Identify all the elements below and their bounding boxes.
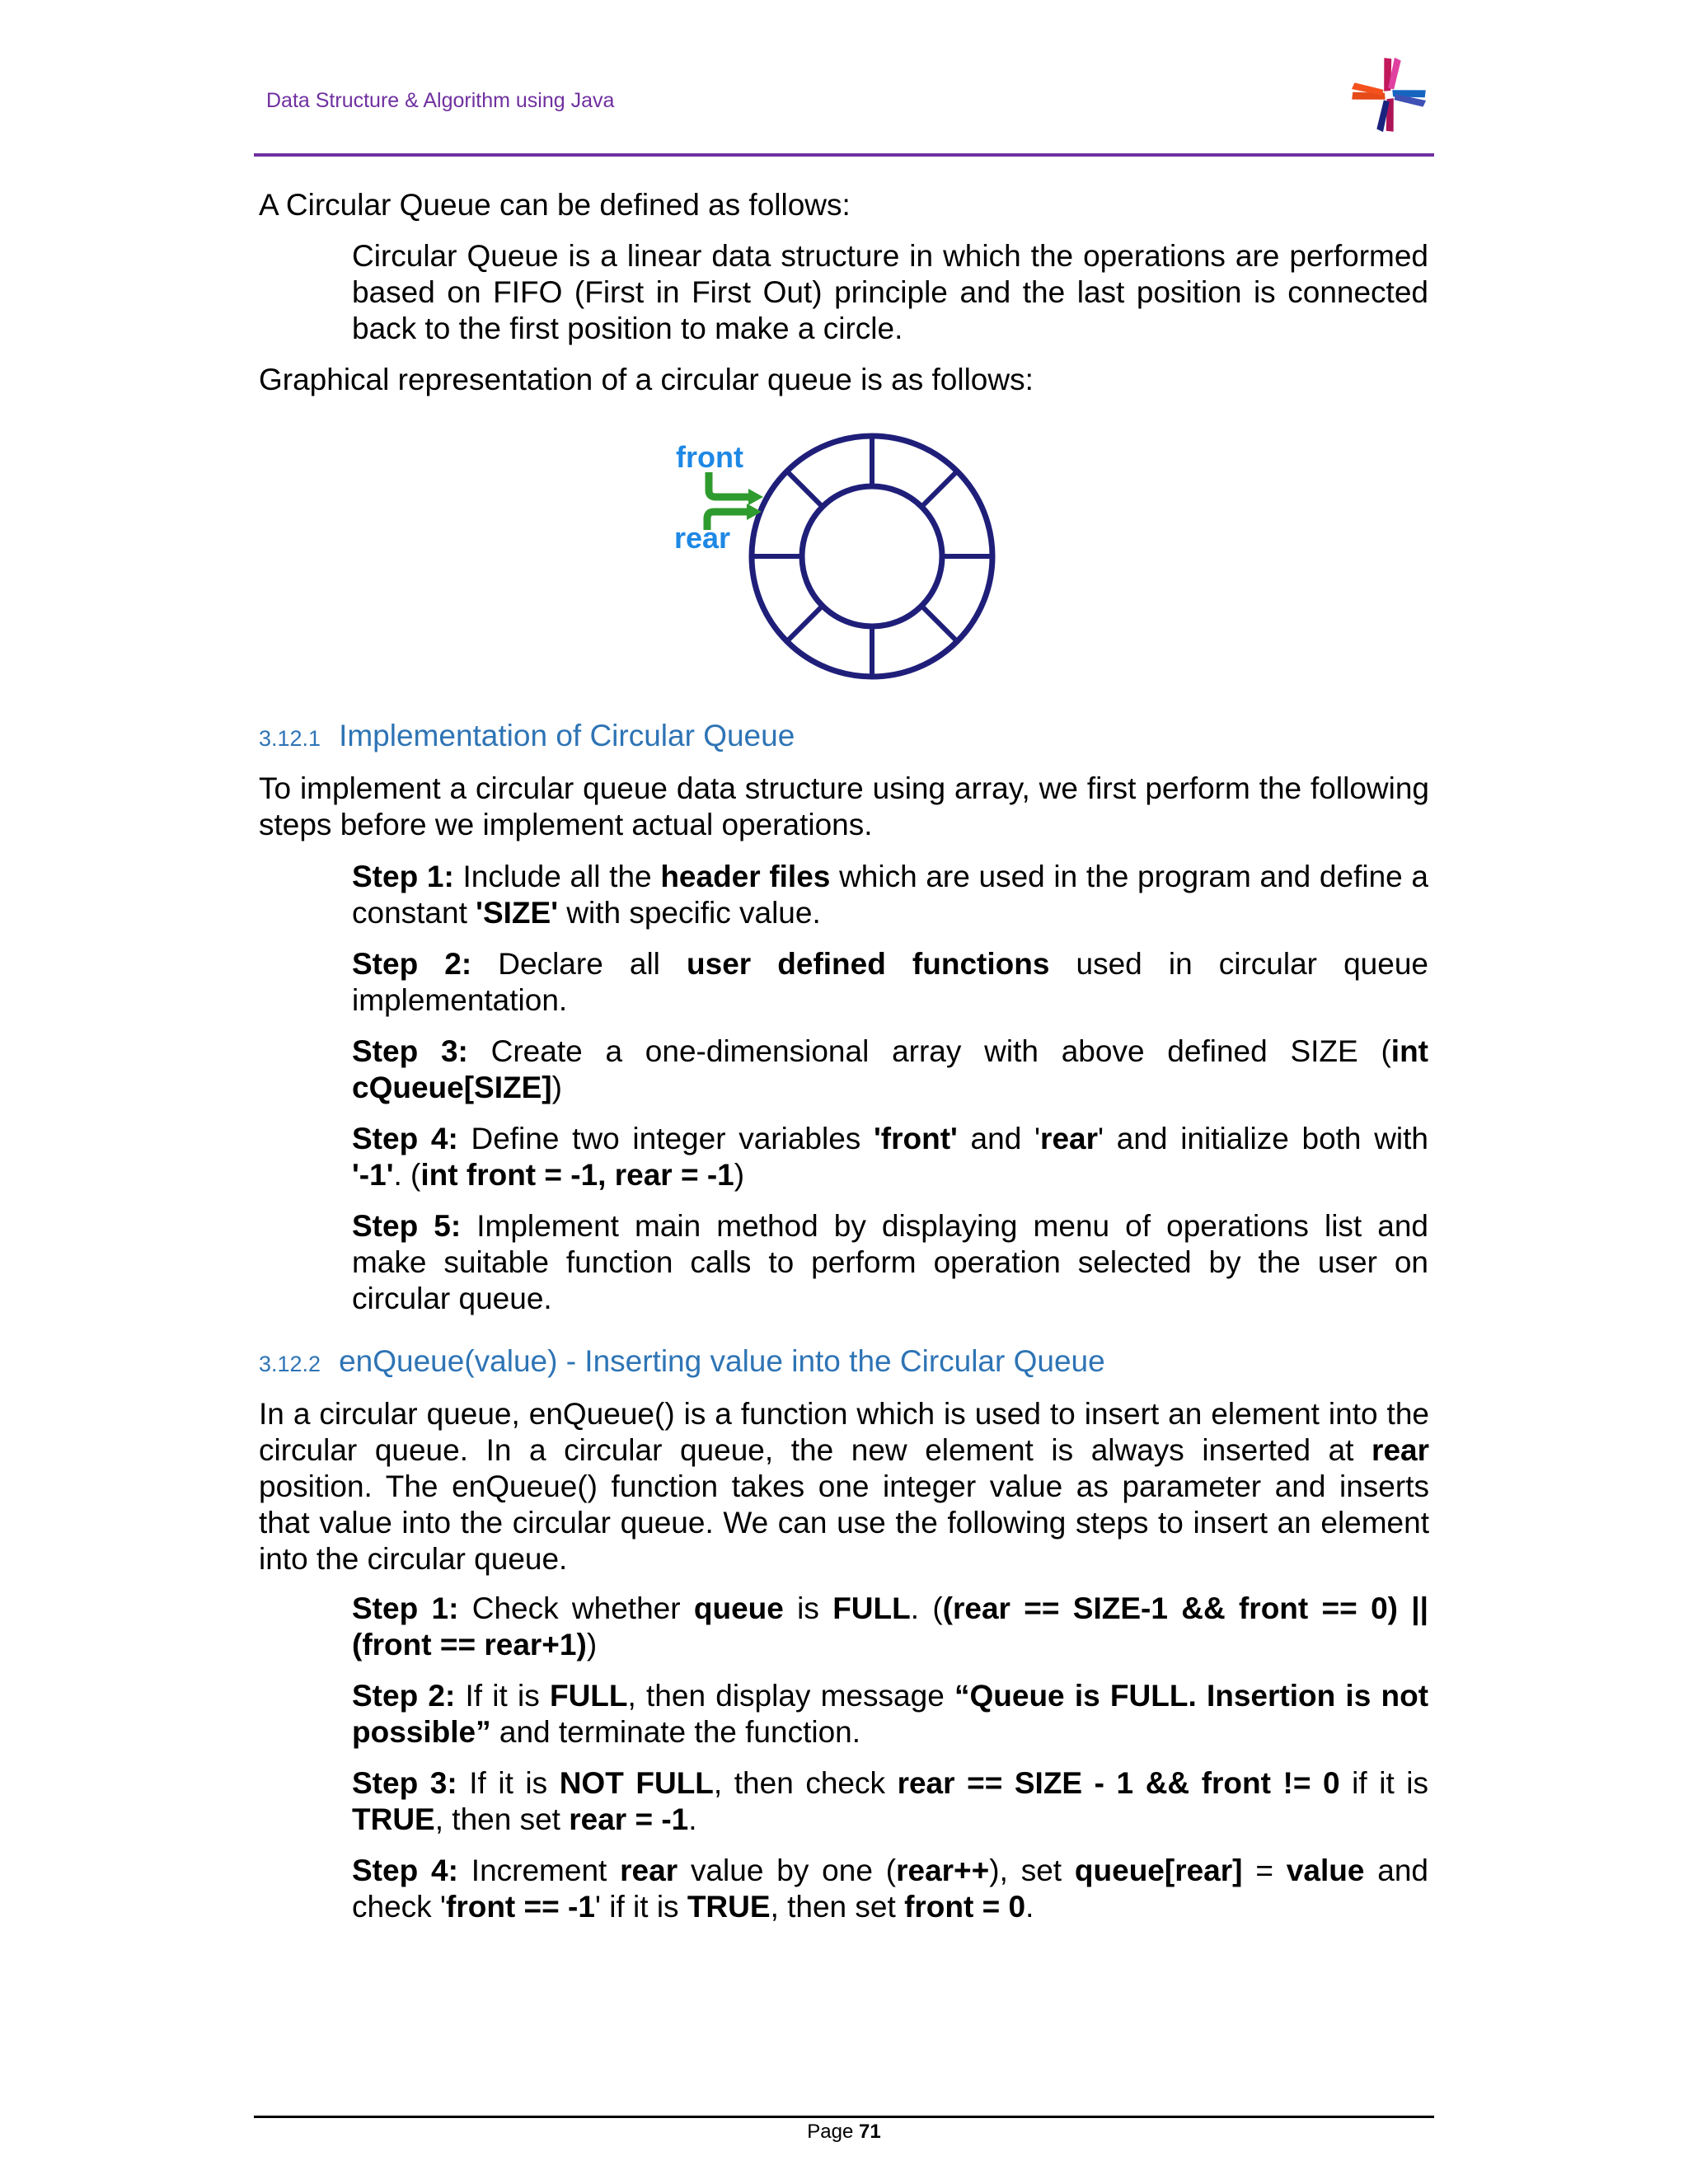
intro-lead: A Circular Queue can be defined as follows: xyxy=(259,188,851,222)
circular-queue-definition: Circular Queue is a linear data structure in which the operations are performed based on FIFO (First in First Out) principle and the last position is connected back to the first position to make a circle. xyxy=(352,239,1428,345)
section-title: Implementation of Circular Queue xyxy=(339,719,795,752)
section-heading-implementation xyxy=(259,719,795,753)
rear-label: rear xyxy=(674,521,731,555)
running-header: Data Structure & Algorithm using Java xyxy=(266,89,615,112)
enqueue-step-4: Step 4: Increment rear value by one (rear++), set queue[rear] = value and check 'front == -1' if it is TRUE, then set front = 0. xyxy=(352,1854,1429,1924)
enqueue-step-3: Step 3: If it is NOT FULL, then check rear == SIZE - 1 && front != 0 if it is TRUE, then set rear = -1. xyxy=(352,1766,1429,1836)
front-label: front xyxy=(676,440,743,474)
segment-divider xyxy=(787,471,823,507)
inner-ring xyxy=(802,486,942,626)
header-rule xyxy=(254,153,1434,157)
page-number: Page 71 xyxy=(807,2121,881,2143)
front-arrow-head xyxy=(748,489,763,505)
implementation-step-2: Step 2: Declare all user defined functions used in circular queue implementation. xyxy=(352,947,1428,1017)
implementation-step-5: Step 5: Implement main method by displaying menu of operations list and make suitable function calls to perform operation selected by the user on circular queue. xyxy=(352,1209,1428,1315)
ring-diagram xyxy=(752,436,992,677)
enqueue-step-2: Step 2: If it is FULL, then display message “Queue is FULL. Insertion is not possible” and terminate the function. xyxy=(352,1679,1429,1749)
publisher-logo-icon xyxy=(1343,51,1434,138)
front-arrow-icon xyxy=(709,472,750,497)
section-title: enQueue(value) - Inserting value into the Circular Queue xyxy=(339,1344,1105,1378)
section-number: 3.12.2 xyxy=(259,1352,321,1376)
segment-divider xyxy=(921,471,957,507)
segment-divider xyxy=(921,606,957,641)
enqueue-intro: In a circular queue, enQueue() is a function which is used to insert an element into the circular queue. In a circular queue, the new element is always inserted at rear position. The enQueue() function takes one integer value as parameter and inserts that value into the circular queue. We can use the following steps to insert an element into the circular queue. xyxy=(259,1397,1429,1576)
section-heading-enqueue xyxy=(259,1344,1105,1379)
implementation-step-4: Step 4: Define two integer variables 'front' and 'rear' and initialize both with '-1'. (int front = -1, rear = -1) xyxy=(352,1122,1429,1192)
section-number: 3.12.1 xyxy=(259,726,321,751)
implementation-step-3: Step 3: Create a one-dimensional array with above defined SIZE (int cQueue[SIZE]) xyxy=(352,1034,1428,1104)
implementation-step-1: Step 1: Include all the header files which are used in the program and define a constant 'SIZE' with specific value. xyxy=(352,860,1429,930)
enqueue-step-1: Step 1: Check whether queue is FULL. ((rear == SIZE-1 && front == 0) || (front == rear+1)) xyxy=(352,1591,1429,1661)
segment-divider xyxy=(787,606,823,641)
graph-lead: Graphical representation of a circular queue is as follows: xyxy=(259,363,1034,396)
circular-queue-diagram xyxy=(668,424,1006,684)
footer-rule xyxy=(254,2116,1434,2118)
implementation-intro: To implement a circular queue data structure using array, we first perform the following steps before we implement actual operations. xyxy=(259,771,1429,841)
